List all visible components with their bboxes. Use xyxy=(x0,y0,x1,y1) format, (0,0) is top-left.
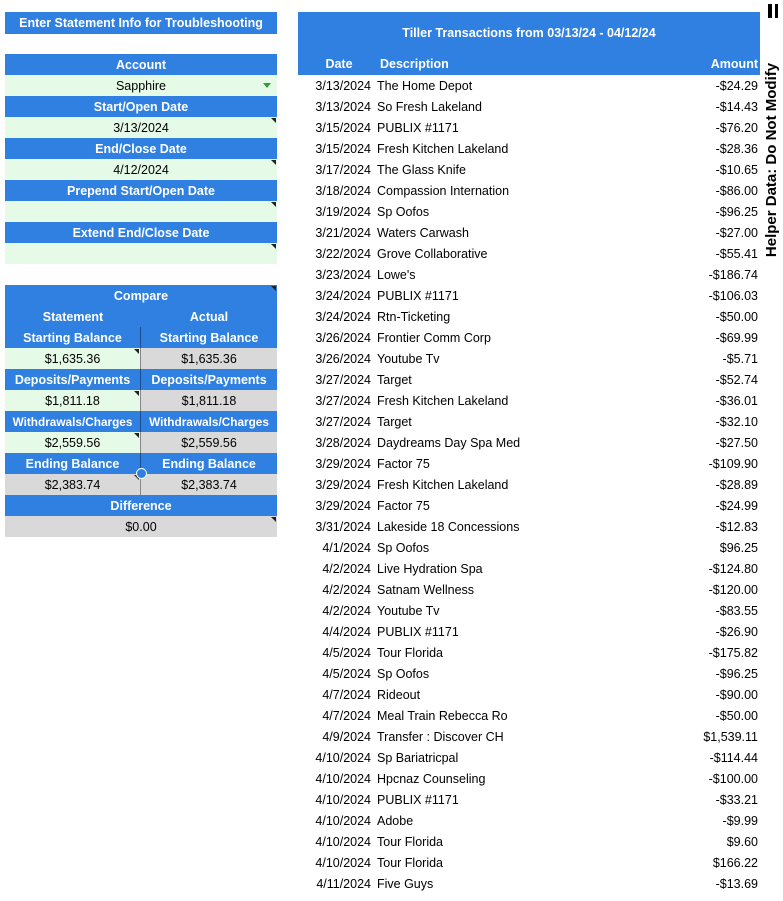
table-row[interactable] xyxy=(298,180,760,201)
transaction-date: 3/27/2024 xyxy=(315,372,371,387)
date-column-header: Date xyxy=(325,57,353,71)
transaction-description: PUBLIX #1171 xyxy=(377,120,459,135)
transaction-date: 4/10/2024 xyxy=(315,813,371,828)
transaction-amount: -$86.00 xyxy=(715,183,758,198)
transaction-date: 3/17/2024 xyxy=(315,162,371,177)
transaction-date: 4/10/2024 xyxy=(315,855,371,870)
table-row[interactable] xyxy=(298,768,760,789)
transaction-description: Daydreams Day Spa Med xyxy=(377,435,521,450)
statement-deposits-label: Deposits/Payments xyxy=(5,369,141,390)
transaction-date: 4/5/2024 xyxy=(322,666,371,681)
transaction-description: PUBLIX #1171 xyxy=(377,288,459,303)
actual-ending-balance-label: Ending Balance xyxy=(141,453,277,474)
transaction-amount: -$33.21 xyxy=(715,792,758,807)
table-row[interactable] xyxy=(298,516,760,537)
table-row[interactable] xyxy=(298,159,760,180)
transaction-amount: -$96.25 xyxy=(715,204,758,219)
transaction-description: Factor 75 xyxy=(377,498,430,513)
table-row[interactable] xyxy=(298,621,760,642)
transactions-header-row xyxy=(298,53,760,75)
helper-column xyxy=(763,0,783,901)
transactions-title: Tiller Transactions from 03/13/24 - 04/12/24 xyxy=(298,12,760,53)
table-row[interactable] xyxy=(298,537,760,558)
transaction-amount: -$27.50 xyxy=(715,435,758,450)
transaction-date: 3/27/2024 xyxy=(315,393,371,408)
table-row[interactable] xyxy=(298,726,760,747)
transaction-date: 4/10/2024 xyxy=(315,771,371,786)
transaction-date: 4/4/2024 xyxy=(322,624,371,639)
transaction-date: 3/24/2024 xyxy=(315,309,371,324)
transaction-date: 3/29/2024 xyxy=(315,456,371,471)
table-row[interactable] xyxy=(298,873,760,894)
table-row[interactable] xyxy=(298,390,760,411)
transaction-amount: -$5.71 xyxy=(722,351,758,366)
transaction-date: 3/27/2024 xyxy=(315,414,371,429)
transaction-amount: -$12.83 xyxy=(715,519,758,534)
table-row[interactable] xyxy=(298,600,760,621)
statement-withdrawals-label: Withdrawals/Charges xyxy=(5,411,141,432)
transaction-amount: -$120.00 xyxy=(708,582,758,597)
transaction-amount: -$100.00 xyxy=(708,771,758,786)
difference-label: Difference xyxy=(5,495,277,516)
statement-ending-balance-label: Ending Balance xyxy=(5,453,141,474)
transaction-amount: -$90.00 xyxy=(715,687,758,702)
transaction-date: 3/15/2024 xyxy=(315,120,371,135)
transaction-amount: $9.60 xyxy=(726,834,758,849)
actual-starting-balance-label: Starting Balance xyxy=(141,327,277,348)
transaction-description: Fresh Kitchen Lakeland xyxy=(377,141,509,156)
transaction-description: Lowe's xyxy=(377,267,416,282)
table-row[interactable] xyxy=(298,642,760,663)
table-row[interactable] xyxy=(298,432,760,453)
table-row[interactable] xyxy=(298,264,760,285)
transaction-date: 4/1/2024 xyxy=(322,540,371,555)
transaction-amount: -$26.90 xyxy=(715,624,758,639)
chevron-down-icon[interactable] xyxy=(263,83,271,88)
transaction-date: 4/10/2024 xyxy=(315,834,371,849)
table-row[interactable] xyxy=(298,117,760,138)
transaction-date: 4/11/2024 xyxy=(316,876,371,891)
selection-handle[interactable] xyxy=(136,468,147,479)
table-row[interactable] xyxy=(298,579,760,600)
transaction-amount: -$28.36 xyxy=(715,141,758,156)
transaction-amount: -$55.41 xyxy=(715,246,758,261)
end-date-input[interactable]: 4/12/2024 xyxy=(5,159,277,180)
transaction-amount: -$186.74 xyxy=(708,267,758,282)
table-row[interactable] xyxy=(298,411,760,432)
statement-starting-balance[interactable]: $1,635.36 xyxy=(5,348,141,369)
table-row[interactable] xyxy=(298,285,760,306)
table-row[interactable] xyxy=(298,495,760,516)
transaction-date: 3/29/2024 xyxy=(315,477,371,492)
transaction-description: Lakeside 18 Concessions xyxy=(377,519,520,534)
table-row[interactable] xyxy=(298,852,760,873)
column-resize-icon-mid xyxy=(770,4,772,18)
transaction-date: 4/2/2024 xyxy=(322,582,371,597)
transaction-description: Meal Train Rebecca Ro xyxy=(377,708,508,723)
transaction-date: 3/13/2024 xyxy=(315,78,371,93)
transaction-date: 3/23/2024 xyxy=(315,267,371,282)
transaction-description: Fresh Kitchen Lakeland xyxy=(377,393,509,408)
account-value: Sapphire xyxy=(115,78,167,93)
transaction-amount: -$50.00 xyxy=(715,309,758,324)
transaction-date: 3/26/2024 xyxy=(315,330,371,345)
transaction-description: Satnam Wellness xyxy=(377,582,475,597)
table-row[interactable] xyxy=(298,75,760,96)
transaction-amount: -$28.89 xyxy=(715,477,758,492)
transaction-description: Adobe xyxy=(377,813,414,828)
transaction-date: 4/10/2024 xyxy=(315,792,371,807)
helper-label: Helper Data: Do Not Modify xyxy=(763,62,780,258)
end-date-label: End/Close Date xyxy=(5,138,277,159)
table-row[interactable] xyxy=(298,474,760,495)
table-row[interactable] xyxy=(298,558,760,579)
transaction-date: 4/9/2024 xyxy=(322,729,371,744)
transaction-description: Sp Oofos xyxy=(377,540,430,555)
transaction-description: Fresh Kitchen Lakeland xyxy=(377,477,509,492)
transaction-date: 3/29/2024 xyxy=(315,498,371,513)
table-row[interactable] xyxy=(298,243,760,264)
table-row[interactable] xyxy=(298,831,760,852)
compare-title: Compare xyxy=(5,285,277,306)
transaction-amount: -$83.55 xyxy=(715,603,758,618)
transaction-date: 3/28/2024 xyxy=(315,435,371,450)
transaction-description: Compassion Internation xyxy=(377,183,510,198)
transaction-description: Sp Oofos xyxy=(377,666,430,681)
difference-value: $0.00 xyxy=(5,516,277,537)
transaction-description: Target xyxy=(377,372,412,387)
transaction-amount: $1,539.11 xyxy=(703,729,758,744)
transaction-amount: -$13.69 xyxy=(715,876,758,891)
prepend-date-input[interactable] xyxy=(5,201,277,222)
transaction-date: 4/7/2024 xyxy=(322,708,371,723)
description-column-header: Description xyxy=(380,57,449,71)
transaction-description: Hpcnaz Counseling xyxy=(377,771,486,786)
transaction-amount: -$50.00 xyxy=(715,708,758,723)
prepend-date-label: Prepend Start/Open Date xyxy=(5,180,277,201)
table-row[interactable] xyxy=(298,810,760,831)
transaction-description: The Glass Knife xyxy=(377,162,466,177)
transaction-date: 3/26/2024 xyxy=(315,351,371,366)
transaction-description: Youtube Tv xyxy=(377,603,440,618)
transaction-date: 3/19/2024 xyxy=(315,204,371,219)
transaction-description: Rtn-Ticketing xyxy=(377,309,451,324)
transaction-date: 4/2/2024 xyxy=(322,603,371,618)
transaction-description: Rideout xyxy=(377,687,421,702)
transaction-description: Target xyxy=(377,414,412,429)
transaction-date: 4/10/2024 xyxy=(315,750,371,765)
transaction-date: 3/21/2024 xyxy=(315,225,371,240)
transaction-amount: -$106.03 xyxy=(708,288,758,303)
actual-ending-balance: $2,383.74 xyxy=(141,474,277,495)
statement-deposits[interactable]: $1,811.18 xyxy=(5,390,141,411)
start-date-label: Start/Open Date xyxy=(5,96,277,117)
table-row[interactable] xyxy=(298,96,760,117)
transaction-amount: $96.25 xyxy=(719,540,758,555)
transaction-amount: -$109.90 xyxy=(708,456,758,471)
transaction-description: Grove Collaborative xyxy=(377,246,488,261)
table-row[interactable] xyxy=(298,327,760,348)
statement-column-label: Statement xyxy=(5,306,141,327)
transaction-amount: -$24.29 xyxy=(715,78,758,93)
transaction-description: Tour Florida xyxy=(377,834,443,849)
transaction-amount: $166.22 xyxy=(712,855,758,870)
account-dropdown[interactable] xyxy=(5,75,277,96)
account-label: Account xyxy=(5,54,277,75)
actual-column-label: Actual xyxy=(141,306,277,327)
transaction-description: Tour Florida xyxy=(377,645,443,660)
transaction-description: Frontier Comm Corp xyxy=(377,330,491,345)
transaction-date: 4/2/2024 xyxy=(322,561,371,576)
actual-withdrawals-label: Withdrawals/Charges xyxy=(141,411,277,432)
statement-starting-balance-label: Starting Balance xyxy=(5,327,141,348)
transaction-description: Factor 75 xyxy=(377,456,430,471)
transaction-amount: -$9.99 xyxy=(722,813,758,828)
statement-withdrawals[interactable]: $2,559.56 xyxy=(5,432,141,453)
transaction-amount: -$96.25 xyxy=(715,666,758,681)
table-row[interactable] xyxy=(298,201,760,222)
actual-deposits: $1,811.18 xyxy=(141,390,277,411)
transaction-amount: -$14.43 xyxy=(715,99,758,114)
transaction-amount: -$175.82 xyxy=(708,645,758,660)
table-row[interactable] xyxy=(298,789,760,810)
transactions-body xyxy=(298,75,760,894)
transaction-date: 3/22/2024 xyxy=(315,246,371,261)
transaction-date: 3/24/2024 xyxy=(315,288,371,303)
transaction-date: 4/5/2024 xyxy=(322,645,371,660)
transaction-amount: -$24.99 xyxy=(715,498,758,513)
table-row[interactable] xyxy=(298,663,760,684)
amount-column-header: Amount xyxy=(710,57,758,71)
transaction-date: 3/13/2024 xyxy=(315,99,371,114)
transaction-description: Sp Oofos xyxy=(377,204,430,219)
statement-ending-balance: $2,383.74 xyxy=(5,474,141,495)
transaction-description: Waters Carwash xyxy=(377,225,469,240)
transactions-table xyxy=(298,12,760,894)
transaction-amount: -$10.65 xyxy=(715,162,758,177)
transaction-description: The Home Depot xyxy=(377,78,473,93)
transaction-amount: -$36.01 xyxy=(715,393,758,408)
transaction-description: Tour Florida xyxy=(377,855,443,870)
transaction-description: PUBLIX #1171 xyxy=(377,792,459,807)
statement-info-title: Enter Statement Info for Troubleshooting xyxy=(5,12,277,34)
transaction-description: PUBLIX #1171 xyxy=(377,624,459,639)
table-row[interactable] xyxy=(298,348,760,369)
start-date-input[interactable]: 3/13/2024 xyxy=(5,117,277,138)
transaction-description: Sp Bariatricpal xyxy=(377,750,459,765)
transaction-amount: -$124.80 xyxy=(708,561,758,576)
actual-starting-balance: $1,635.36 xyxy=(141,348,277,369)
actual-deposits-label: Deposits/Payments xyxy=(141,369,277,390)
transaction-description: Five Guys xyxy=(377,876,434,891)
transaction-amount: -$114.44 xyxy=(709,750,758,765)
table-row[interactable] xyxy=(298,138,760,159)
transaction-amount: -$27.00 xyxy=(715,225,758,240)
table-row[interactable] xyxy=(298,684,760,705)
transaction-amount: -$32.10 xyxy=(715,414,758,429)
transaction-amount: -$52.74 xyxy=(715,372,758,387)
transaction-description: Youtube Tv xyxy=(377,351,440,366)
table-row[interactable] xyxy=(298,222,760,243)
transaction-date: 3/31/2024 xyxy=(315,519,371,534)
transaction-description: Transfer : Discover CH xyxy=(377,729,504,744)
extend-date-label: Extend End/Close Date xyxy=(5,222,277,243)
transaction-amount: -$76.20 xyxy=(715,120,758,135)
transaction-date: 4/7/2024 xyxy=(322,687,371,702)
transaction-date: 3/18/2024 xyxy=(315,183,371,198)
extend-date-input[interactable] xyxy=(5,243,277,264)
transaction-description: Live Hydration Spa xyxy=(377,561,483,576)
table-row[interactable] xyxy=(298,747,760,768)
table-row[interactable] xyxy=(298,705,760,726)
table-row[interactable] xyxy=(298,453,760,474)
table-row[interactable] xyxy=(298,306,760,327)
table-row[interactable] xyxy=(298,369,760,390)
actual-withdrawals: $2,559.56 xyxy=(141,432,277,453)
transaction-amount: -$69.99 xyxy=(715,330,758,345)
transaction-description: So Fresh Lakeland xyxy=(377,99,482,114)
transaction-date: 3/15/2024 xyxy=(315,141,371,156)
